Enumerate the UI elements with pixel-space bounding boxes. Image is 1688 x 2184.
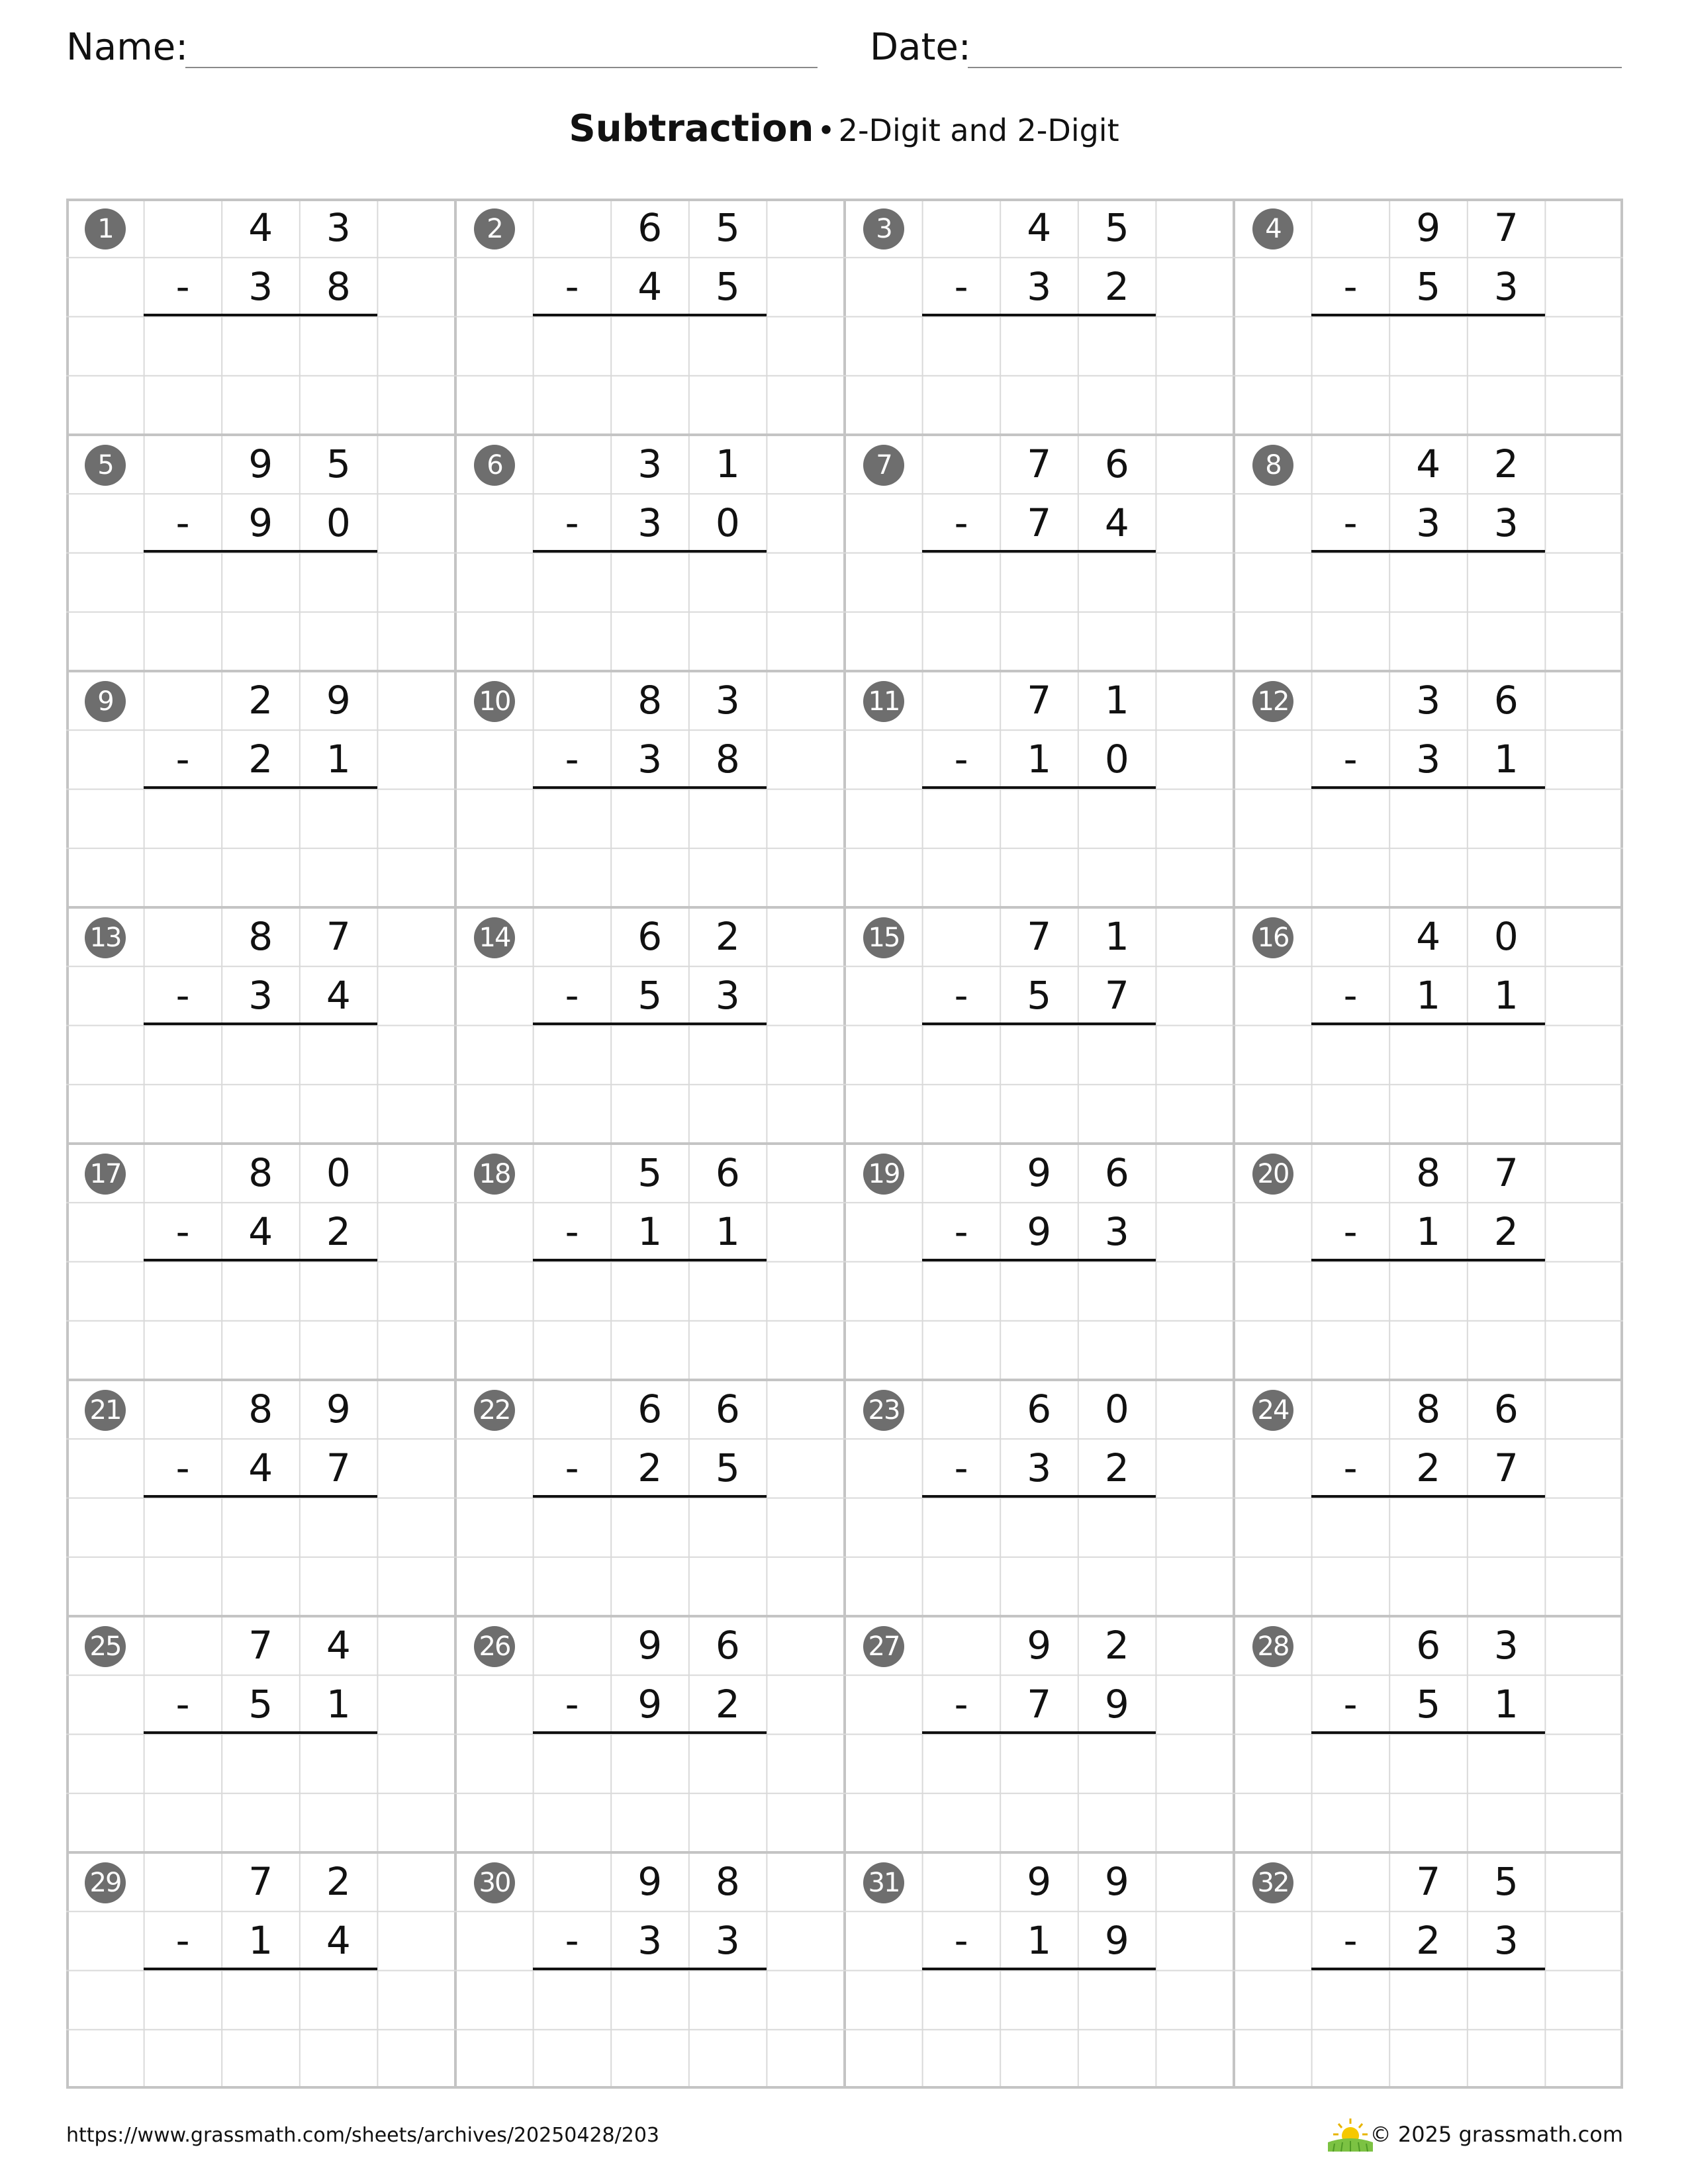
- problem-number-badge: 17: [85, 1154, 126, 1195]
- minus-sign: -: [565, 973, 579, 1019]
- subtrahend-ones-digit: 8: [326, 264, 351, 310]
- minuend-tens-digit: 4: [1416, 441, 1441, 486]
- subtrahend-ones-digit: 3: [715, 1918, 740, 1964]
- subtrahend-ones-digit: 3: [1493, 500, 1519, 546]
- minuend-tens-digit: 2: [248, 678, 273, 723]
- subtrahend-tens-digit: 3: [637, 500, 663, 546]
- answer-rule: [144, 786, 377, 789]
- minuend-tens-digit: 7: [248, 1859, 273, 1904]
- subtrahend-tens-digit: 4: [637, 264, 663, 310]
- minuend-tens-digit: 8: [637, 678, 663, 723]
- subtrahend-ones-digit: 0: [715, 500, 740, 546]
- subtrahend-ones-digit: 5: [715, 1445, 740, 1491]
- answer-rule: [922, 786, 1156, 789]
- minus-sign: -: [1343, 500, 1358, 546]
- minuend-tens-digit: 6: [637, 1387, 663, 1432]
- problem-number-badge: 16: [1252, 917, 1293, 958]
- minuend-tens-digit: 8: [1416, 1387, 1441, 1432]
- problem-number-badge: 21: [85, 1390, 126, 1431]
- problem-8: [1234, 435, 1623, 671]
- minuend-tens-digit: 7: [248, 1623, 273, 1668]
- problem-24: [1234, 1380, 1623, 1616]
- minus-sign: -: [954, 264, 968, 310]
- subtrahend-ones-digit: 3: [1493, 264, 1519, 310]
- minuend-ones-digit: 6: [1493, 678, 1519, 723]
- subtrahend-tens-digit: 9: [248, 500, 273, 546]
- minus-sign: -: [1343, 737, 1358, 782]
- answer-rule: [1311, 786, 1545, 789]
- minuend-ones-digit: 1: [1104, 914, 1129, 959]
- subtrahend-tens-digit: 1: [248, 1918, 273, 1964]
- problem-number-badge: 30: [474, 1862, 515, 1903]
- answer-rule: [144, 1259, 377, 1261]
- minuend-tens-digit: 9: [1027, 1859, 1052, 1904]
- problem-number-badge: 20: [1252, 1154, 1293, 1195]
- minus-sign: -: [175, 1682, 190, 1727]
- answer-rule: [1311, 1731, 1545, 1734]
- subtrahend-ones-digit: 1: [1493, 1682, 1519, 1727]
- minuend-ones-digit: 3: [1493, 1623, 1519, 1668]
- minus-sign: -: [175, 973, 190, 1019]
- subtrahend-tens-digit: 1: [1416, 973, 1441, 1019]
- answer-rule: [922, 1259, 1156, 1261]
- date-label: Date:: [870, 26, 971, 69]
- minus-sign: -: [954, 973, 968, 1019]
- answer-rule: [533, 786, 767, 789]
- minus-sign: -: [1343, 264, 1358, 310]
- problem-15: [845, 907, 1234, 1144]
- problem-number-badge: 7: [863, 445, 904, 486]
- problem-number-badge: 18: [474, 1154, 515, 1195]
- minuend-tens-digit: 9: [248, 441, 273, 486]
- subtrahend-tens-digit: 3: [1027, 1445, 1052, 1491]
- minus-sign: -: [1343, 1445, 1358, 1491]
- subtrahend-tens-digit: 9: [637, 1682, 663, 1727]
- subtrahend-ones-digit: 4: [326, 1918, 351, 1964]
- date-field[interactable]: [968, 67, 1622, 68]
- minus-sign: -: [954, 1209, 968, 1255]
- problem-number-badge: 24: [1252, 1390, 1293, 1431]
- minuend-ones-digit: 5: [1493, 1859, 1519, 1904]
- minuend-tens-digit: 9: [637, 1623, 663, 1668]
- problem-number-badge: 27: [863, 1626, 904, 1667]
- problem-27: [845, 1616, 1234, 1852]
- problem-28: [1234, 1616, 1623, 1852]
- subtrahend-tens-digit: 5: [637, 973, 663, 1019]
- answer-rule: [533, 1023, 767, 1025]
- minuend-tens-digit: 3: [1416, 678, 1441, 723]
- subtrahend-tens-digit: 3: [1416, 737, 1441, 782]
- minuend-tens-digit: 9: [1027, 1623, 1052, 1668]
- minus-sign: -: [954, 737, 968, 782]
- subtrahend-ones-digit: 0: [326, 500, 351, 546]
- minuend-tens-digit: 7: [1027, 441, 1052, 486]
- subtrahend-ones-digit: 1: [715, 1209, 740, 1255]
- minuend-ones-digit: 6: [1493, 1387, 1519, 1432]
- subtrahend-tens-digit: 7: [1027, 500, 1052, 546]
- answer-rule: [1311, 314, 1545, 316]
- subtrahend-tens-digit: 3: [637, 737, 663, 782]
- problem-2: [455, 199, 845, 435]
- minuend-ones-digit: 5: [715, 205, 740, 250]
- problem-18: [455, 1144, 845, 1380]
- answer-rule: [144, 1495, 377, 1498]
- problem-number-badge: 14: [474, 917, 515, 958]
- subtrahend-ones-digit: 2: [1493, 1209, 1519, 1255]
- grass-sun-logo-icon: [1324, 2116, 1377, 2153]
- problem-29: [66, 1852, 455, 2089]
- problem-17: [66, 1144, 455, 1380]
- minuend-tens-digit: 9: [1027, 1150, 1052, 1195]
- problem-9: [66, 671, 455, 907]
- minuend-tens-digit: 4: [1027, 205, 1052, 250]
- minuend-tens-digit: 4: [248, 205, 273, 250]
- subtrahend-ones-digit: 2: [326, 1209, 351, 1255]
- minuend-ones-digit: 6: [715, 1150, 740, 1195]
- problem-number-badge: 32: [1252, 1862, 1293, 1903]
- subtrahend-ones-digit: 7: [1493, 1445, 1519, 1491]
- minuend-tens-digit: 6: [1027, 1387, 1052, 1432]
- answer-rule: [533, 1259, 767, 1261]
- problem-number-badge: 22: [474, 1390, 515, 1431]
- problem-number-badge: 3: [863, 208, 904, 250]
- subtrahend-tens-digit: 9: [1027, 1209, 1052, 1255]
- minuend-tens-digit: 8: [248, 1150, 273, 1195]
- worksheet-title: [0, 106, 1688, 161]
- problem-number-badge: 8: [1252, 445, 1293, 486]
- minuend-ones-digit: 6: [1104, 441, 1129, 486]
- answer-rule: [144, 1731, 377, 1734]
- minus-sign: -: [954, 500, 968, 546]
- minuend-tens-digit: 7: [1027, 678, 1052, 723]
- minuend-tens-digit: 7: [1416, 1859, 1441, 1904]
- problem-11: [845, 671, 1234, 907]
- minuend-ones-digit: 9: [1104, 1859, 1129, 1904]
- problem-number-badge: 26: [474, 1626, 515, 1667]
- answer-rule: [144, 314, 377, 316]
- minuend-ones-digit: 1: [1104, 678, 1129, 723]
- minus-sign: -: [175, 1209, 190, 1255]
- minuend-ones-digit: 0: [1104, 1387, 1129, 1432]
- problem-3: [845, 199, 1234, 435]
- problem-number-badge: 2: [474, 208, 515, 250]
- minus-sign: -: [1343, 1682, 1358, 1727]
- footer-copyright: © 2025 grassmath.com: [1370, 2122, 1623, 2147]
- problem-26: [455, 1616, 845, 1852]
- problem-13: [66, 907, 455, 1144]
- minus-sign: -: [954, 1918, 968, 1964]
- title-separator: •: [817, 113, 835, 148]
- subtrahend-tens-digit: 3: [1416, 500, 1441, 546]
- problem-14: [455, 907, 845, 1144]
- subtrahend-ones-digit: 1: [326, 737, 351, 782]
- problem-number-badge: 29: [85, 1862, 126, 1903]
- answer-rule: [1311, 1968, 1545, 1970]
- name-label: Name:: [66, 26, 189, 69]
- answer-rule: [922, 1731, 1156, 1734]
- minuend-tens-digit: 8: [248, 914, 273, 959]
- subtrahend-ones-digit: 2: [1104, 264, 1129, 310]
- minus-sign: -: [175, 1918, 190, 1964]
- problem-number-badge: 23: [863, 1390, 904, 1431]
- minuend-ones-digit: 3: [715, 678, 740, 723]
- problem-number-badge: 1: [85, 208, 126, 250]
- footer-url[interactable]: https://www.grassmath.com/sheets/archives/20250428/203: [66, 2124, 660, 2147]
- subtrahend-ones-digit: 4: [1104, 500, 1129, 546]
- subtrahend-ones-digit: 1: [1493, 737, 1519, 782]
- subtrahend-tens-digit: 1: [637, 1209, 663, 1255]
- subtrahend-ones-digit: 7: [1104, 973, 1129, 1019]
- problem-number-badge: 28: [1252, 1626, 1293, 1667]
- minus-sign: -: [565, 1209, 579, 1255]
- problem-number-badge: 9: [85, 681, 126, 722]
- subtrahend-ones-digit: 0: [1104, 737, 1129, 782]
- minuend-tens-digit: 6: [637, 914, 663, 959]
- minuend-tens-digit: 9: [637, 1859, 663, 1904]
- problem-1: [66, 199, 455, 435]
- subtrahend-ones-digit: 7: [326, 1445, 351, 1491]
- problem-5: [66, 435, 455, 671]
- minuend-ones-digit: 6: [715, 1387, 740, 1432]
- subtrahend-ones-digit: 1: [1493, 973, 1519, 1019]
- subtrahend-ones-digit: 3: [1493, 1918, 1519, 1964]
- subtrahend-ones-digit: 5: [715, 264, 740, 310]
- title-main: Subtraction: [569, 107, 814, 150]
- answer-rule: [922, 550, 1156, 553]
- minuend-ones-digit: 5: [326, 441, 351, 486]
- subtrahend-ones-digit: 3: [715, 973, 740, 1019]
- problem-number-badge: 5: [85, 445, 126, 486]
- subtrahend-tens-digit: 5: [248, 1682, 273, 1727]
- minuend-tens-digit: 4: [1416, 914, 1441, 959]
- subtrahend-tens-digit: 4: [248, 1445, 273, 1491]
- answer-rule: [533, 550, 767, 553]
- minus-sign: -: [954, 1445, 968, 1491]
- problem-number-badge: 25: [85, 1626, 126, 1667]
- minuend-ones-digit: 7: [1493, 205, 1519, 250]
- problem-grid: [66, 199, 1623, 2089]
- answer-rule: [922, 1023, 1156, 1025]
- subtrahend-tens-digit: 3: [1027, 264, 1052, 310]
- answer-rule: [144, 1968, 377, 1970]
- subtrahend-tens-digit: 1: [1027, 1918, 1052, 1964]
- minuend-tens-digit: 6: [1416, 1623, 1441, 1668]
- minuend-ones-digit: 3: [326, 205, 351, 250]
- minus-sign: -: [175, 737, 190, 782]
- answer-rule: [533, 1731, 767, 1734]
- minuend-ones-digit: 9: [326, 678, 351, 723]
- answer-rule: [1311, 1495, 1545, 1498]
- name-field[interactable]: [185, 67, 818, 68]
- minuend-tens-digit: 8: [1416, 1150, 1441, 1195]
- subtrahend-ones-digit: 3: [1104, 1209, 1129, 1255]
- problem-6: [455, 435, 845, 671]
- minuend-ones-digit: 6: [715, 1623, 740, 1668]
- minuend-ones-digit: 6: [1104, 1150, 1129, 1195]
- problem-number-badge: 19: [863, 1154, 904, 1195]
- subtrahend-ones-digit: 2: [715, 1682, 740, 1727]
- answer-rule: [922, 1968, 1156, 1970]
- answer-rule: [922, 1495, 1156, 1498]
- minuend-tens-digit: 9: [1416, 205, 1441, 250]
- subtrahend-tens-digit: 2: [637, 1445, 663, 1491]
- subtrahend-tens-digit: 2: [1416, 1918, 1441, 1964]
- minus-sign: -: [175, 1445, 190, 1491]
- subtrahend-tens-digit: 4: [248, 1209, 273, 1255]
- subtrahend-ones-digit: 8: [715, 737, 740, 782]
- subtrahend-tens-digit: 2: [1416, 1445, 1441, 1491]
- subtrahend-tens-digit: 5: [1416, 264, 1441, 310]
- subtrahend-ones-digit: 2: [1104, 1445, 1129, 1491]
- minuend-ones-digit: 2: [1493, 441, 1519, 486]
- problem-number-badge: 12: [1252, 681, 1293, 722]
- problem-number-badge: 13: [85, 917, 126, 958]
- title-subtitle: 2-Digit and 2-Digit: [838, 113, 1119, 148]
- minuend-ones-digit: 2: [715, 914, 740, 959]
- minuend-tens-digit: 6: [637, 205, 663, 250]
- minuend-ones-digit: 1: [715, 441, 740, 486]
- problem-22: [455, 1380, 845, 1616]
- minus-sign: -: [565, 1918, 579, 1964]
- problem-number-badge: 31: [863, 1862, 904, 1903]
- minus-sign: -: [565, 264, 579, 310]
- answer-rule: [1311, 1023, 1545, 1025]
- minus-sign: -: [1343, 1209, 1358, 1255]
- minuend-tens-digit: 8: [248, 1387, 273, 1432]
- minuend-ones-digit: 2: [1104, 1623, 1129, 1668]
- minus-sign: -: [1343, 1918, 1358, 1964]
- subtrahend-ones-digit: 1: [326, 1682, 351, 1727]
- answer-rule: [533, 1495, 767, 1498]
- minus-sign: -: [175, 264, 190, 310]
- problem-30: [455, 1852, 845, 2089]
- minuend-ones-digit: 9: [326, 1387, 351, 1432]
- subtrahend-tens-digit: 2: [248, 737, 273, 782]
- problem-31: [845, 1852, 1234, 2089]
- problem-7: [845, 435, 1234, 671]
- answer-rule: [922, 314, 1156, 316]
- problem-23: [845, 1380, 1234, 1616]
- problem-32: [1234, 1852, 1623, 2089]
- answer-rule: [533, 314, 767, 316]
- problem-12: [1234, 671, 1623, 907]
- answer-rule: [144, 1023, 377, 1025]
- subtrahend-ones-digit: 9: [1104, 1918, 1129, 1964]
- problem-21: [66, 1380, 455, 1616]
- minus-sign: -: [175, 500, 190, 546]
- subtrahend-tens-digit: 1: [1416, 1209, 1441, 1255]
- problem-number-badge: 15: [863, 917, 904, 958]
- subtrahend-tens-digit: 3: [248, 973, 273, 1019]
- subtrahend-ones-digit: 4: [326, 973, 351, 1019]
- minuend-tens-digit: 7: [1027, 914, 1052, 959]
- minuend-ones-digit: 4: [326, 1623, 351, 1668]
- minus-sign: -: [565, 1682, 579, 1727]
- problem-10: [455, 671, 845, 907]
- minuend-ones-digit: 5: [1104, 205, 1129, 250]
- problem-number-badge: 4: [1252, 208, 1293, 250]
- subtrahend-tens-digit: 3: [248, 264, 273, 310]
- answer-rule: [1311, 550, 1545, 553]
- subtrahend-tens-digit: 7: [1027, 1682, 1052, 1727]
- answer-rule: [1311, 1259, 1545, 1261]
- problem-number-badge: 10: [474, 681, 515, 722]
- problem-25: [66, 1616, 455, 1852]
- subtrahend-tens-digit: 5: [1416, 1682, 1441, 1727]
- minuend-ones-digit: 0: [1493, 914, 1519, 959]
- minus-sign: -: [565, 737, 579, 782]
- minuend-ones-digit: 2: [326, 1859, 351, 1904]
- problem-number-badge: 6: [474, 445, 515, 486]
- answer-rule: [144, 550, 377, 553]
- minuend-ones-digit: 8: [715, 1859, 740, 1904]
- problem-number-badge: 11: [863, 681, 904, 722]
- minus-sign: -: [565, 1445, 579, 1491]
- problem-20: [1234, 1144, 1623, 1380]
- problem-4: [1234, 199, 1623, 435]
- subtrahend-tens-digit: 3: [637, 1918, 663, 1964]
- problem-19: [845, 1144, 1234, 1380]
- answer-rule: [533, 1968, 767, 1970]
- subtrahend-tens-digit: 1: [1027, 737, 1052, 782]
- minuend-ones-digit: 7: [1493, 1150, 1519, 1195]
- minuend-tens-digit: 5: [637, 1150, 663, 1195]
- subtrahend-tens-digit: 5: [1027, 973, 1052, 1019]
- minuend-ones-digit: 0: [326, 1150, 351, 1195]
- minuend-tens-digit: 3: [637, 441, 663, 486]
- subtrahend-ones-digit: 9: [1104, 1682, 1129, 1727]
- minus-sign: -: [1343, 973, 1358, 1019]
- problem-16: [1234, 907, 1623, 1144]
- minus-sign: -: [565, 500, 579, 546]
- minuend-ones-digit: 7: [326, 914, 351, 959]
- minus-sign: -: [954, 1682, 968, 1727]
